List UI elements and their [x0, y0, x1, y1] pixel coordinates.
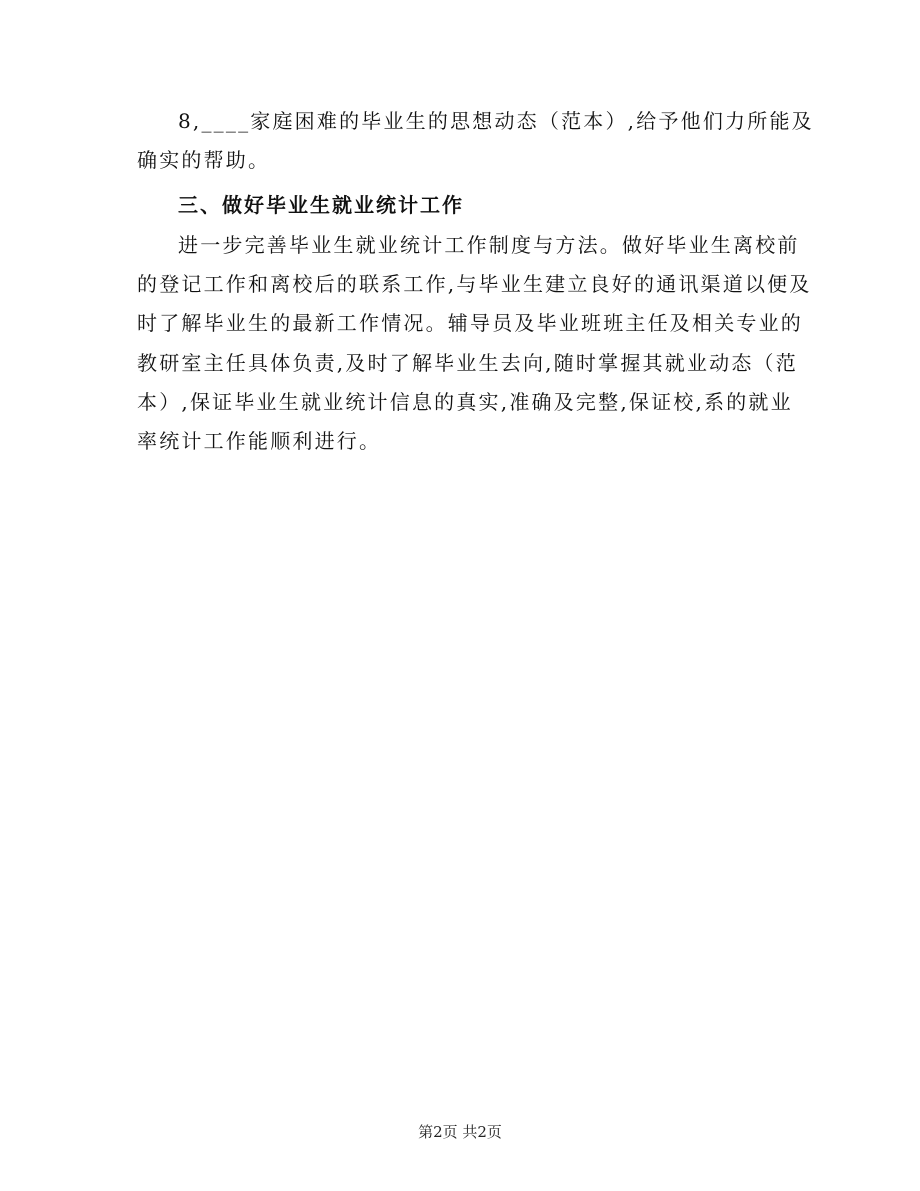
section-3-paragraph-line: 时了解毕业生的最新工作情况。辅导员及毕业班班主任及相关专业的: [137, 311, 803, 335]
item-8-line-1: 8,____家庭困难的毕业生的思想动态（范本）,给予他们力所能及: [178, 109, 814, 133]
section-3-paragraph-line: 教研室主任具体负责,及时了解毕业生去向,随时掌握其就业动态（范: [137, 351, 798, 375]
page-number-footer: 第2页 共2页: [418, 1123, 502, 1141]
section-3-paragraph-line: 本）,保证毕业生就业统计信息的真实,准确及完整,保证校,系的就业: [137, 390, 793, 414]
section-3-paragraph-line: 的登记工作和离校后的联系工作,与毕业生建立良好的通讯渠道以便及: [137, 272, 812, 296]
section-3-heading: 三、做好毕业生就业统计工作: [178, 193, 464, 217]
section-3-paragraph-line: 进一步完善毕业生就业统计工作制度与方法。做好毕业生离校前: [178, 233, 800, 257]
item-8-line-2: 确实的帮助。: [137, 148, 271, 172]
section-3-paragraph-line: 率统计工作能顺利进行。: [137, 429, 382, 453]
